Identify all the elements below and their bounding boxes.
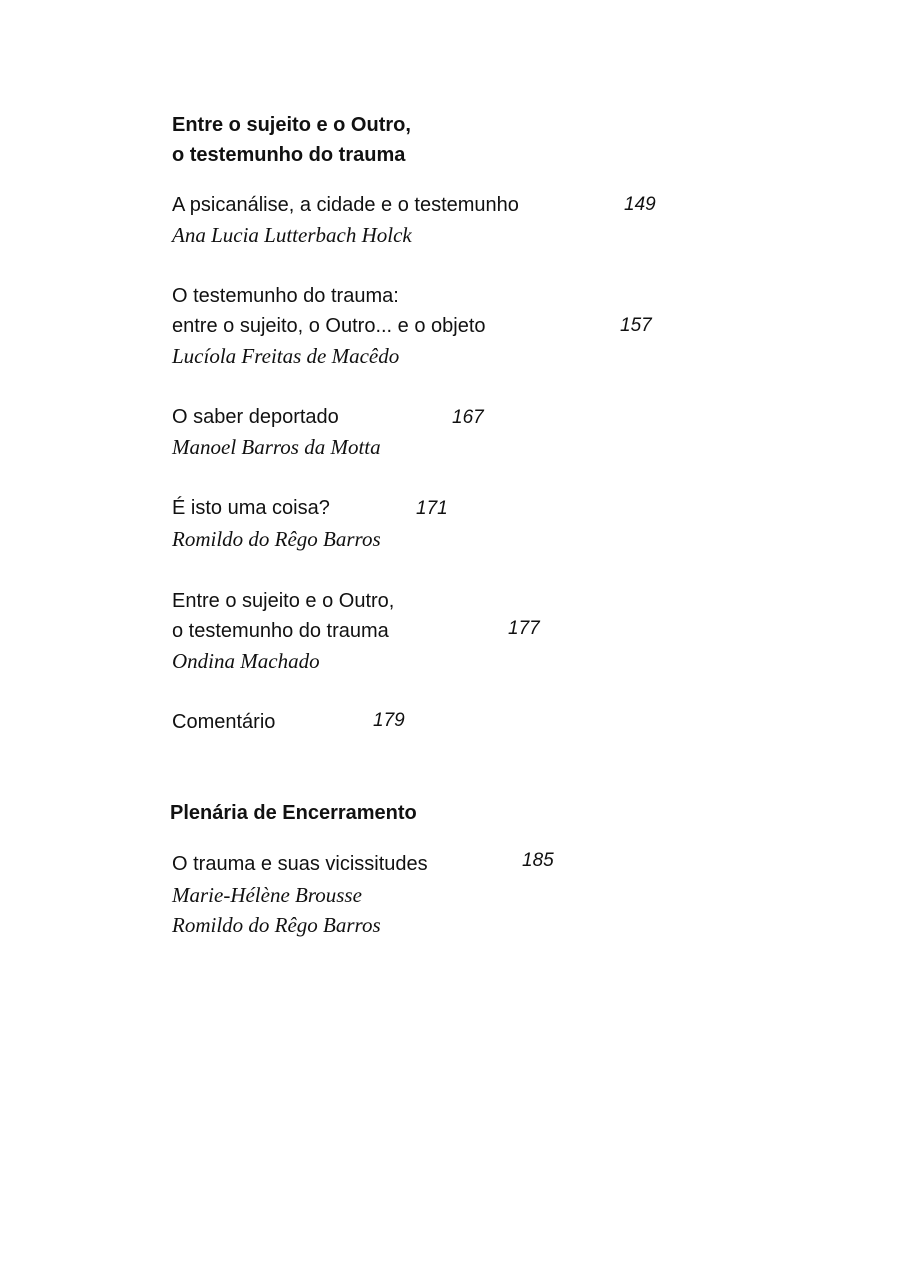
toc-entry-author: Lucíola Freitas de Macêdo xyxy=(172,344,400,368)
toc-entry-page-number: 157 xyxy=(620,315,652,336)
toc-entry-title: É isto uma coisa? xyxy=(172,497,330,519)
toc-entry-author: Marie-Hélène Brousse xyxy=(172,883,362,907)
section-heading-line-2: o testemunho do trauma xyxy=(172,144,406,166)
toc-entry-page-number: 171 xyxy=(416,498,448,519)
toc-entry-title: O saber deportado xyxy=(172,406,339,428)
toc-entry-author: Romildo do Rêgo Barros xyxy=(172,913,381,937)
toc-entry-author: Ondina Machado xyxy=(172,649,320,673)
toc-entry-title: O testemunho do trauma: xyxy=(172,285,399,307)
toc-entry-author: Ana Lucia Lutterbach Holck xyxy=(172,223,412,247)
toc-entry-title: A psicanálise, a cidade e o testemunho xyxy=(172,194,519,216)
toc-entry-author: Manoel Barros da Motta xyxy=(172,435,381,459)
toc-entry-title: entre o sujeito, o Outro... e o objeto xyxy=(172,315,486,337)
toc-entry-title: Entre o sujeito e o Outro, xyxy=(172,590,395,612)
toc-entry-title: O trauma e suas vicissitudes xyxy=(172,853,428,875)
toc-entry-page-number: 149 xyxy=(624,194,656,215)
toc-entry-page-number: 177 xyxy=(508,618,540,639)
section-heading-line-1: Entre o sujeito e o Outro, xyxy=(172,114,411,136)
section-heading: Plenária de Encerramento xyxy=(170,802,417,824)
toc-entry-author: Romildo do Rêgo Barros xyxy=(172,527,381,551)
toc-entry-page-number: 185 xyxy=(522,850,554,871)
toc-entry-page-number: 167 xyxy=(452,407,484,428)
toc-entry-title: Comentário xyxy=(172,711,276,733)
toc-entry-title: o testemunho do trauma xyxy=(172,620,389,642)
toc-entry-page-number: 179 xyxy=(373,710,405,731)
